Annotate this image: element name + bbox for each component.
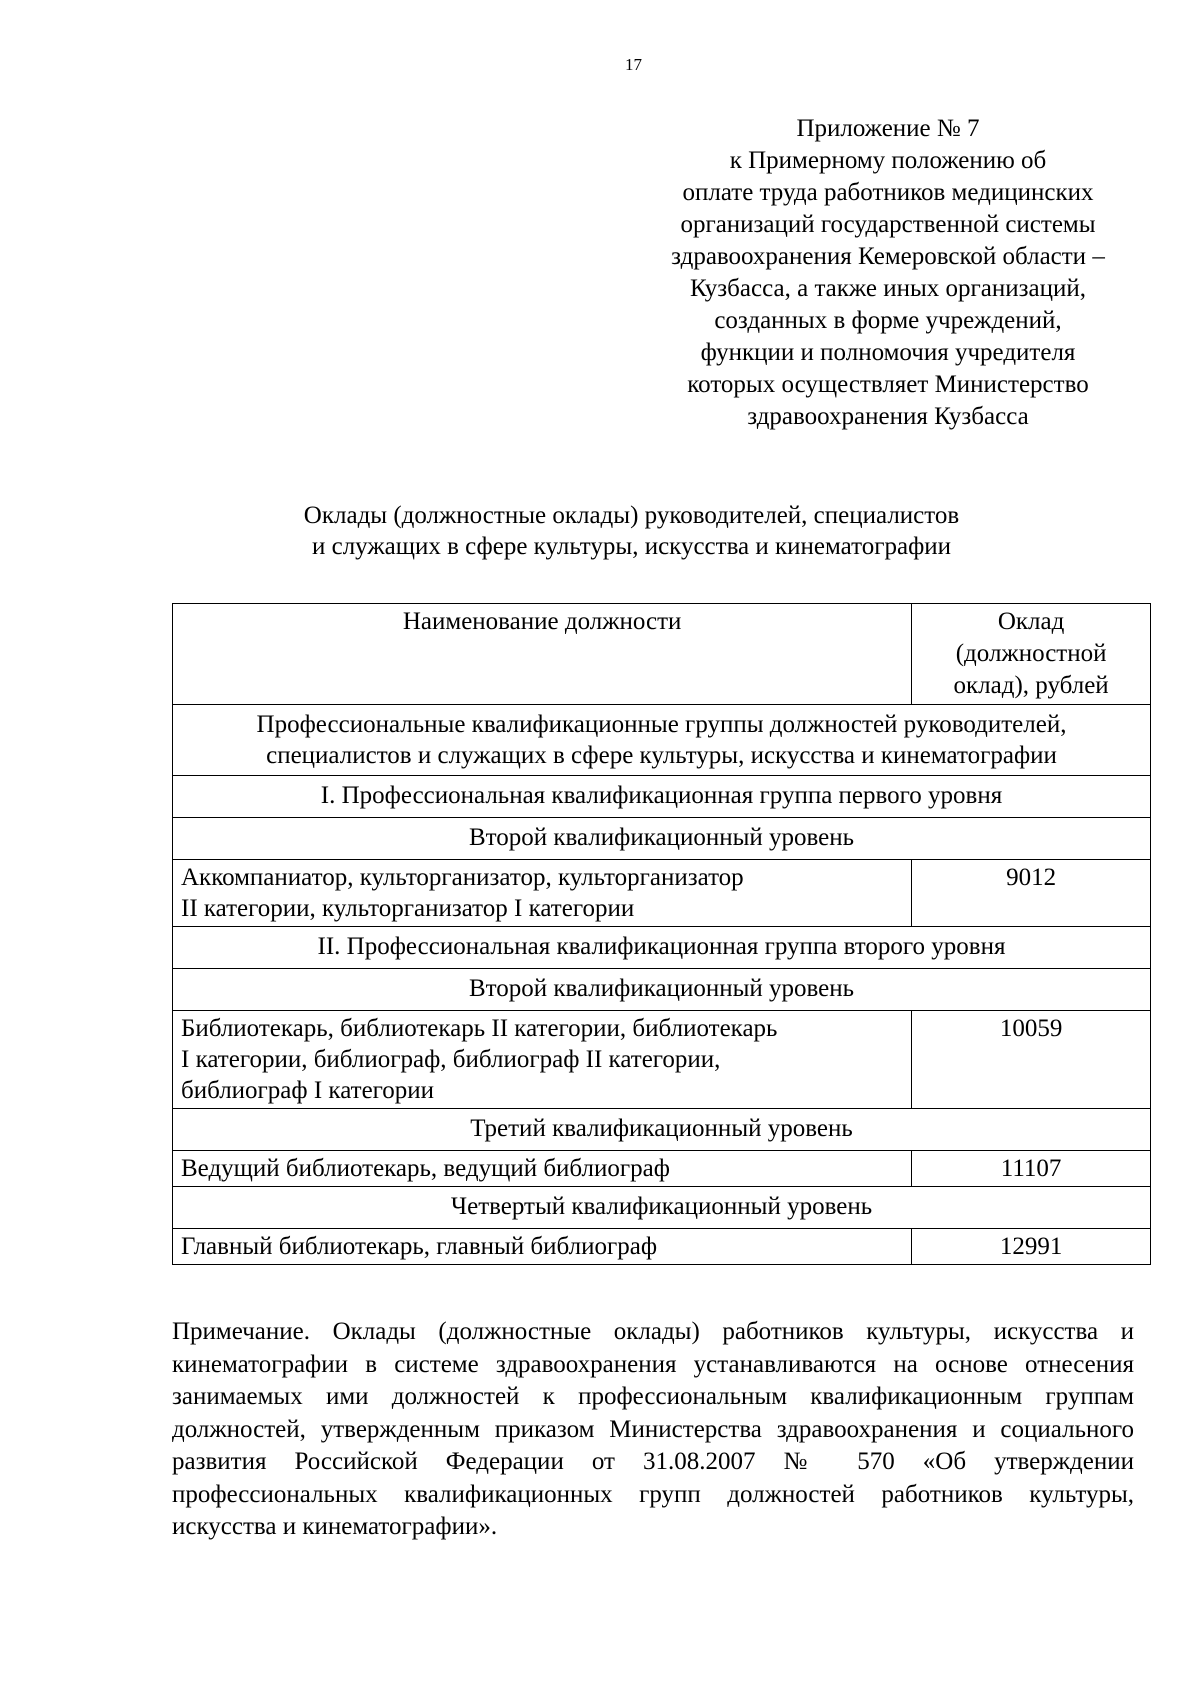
- pkg2-level2-row: [173, 969, 1151, 1011]
- table-row: [173, 1151, 1151, 1187]
- pkg2-title: II. Профессиональная квалификационная группа второго уровня: [173, 927, 1151, 969]
- title-line-1: Оклады (должностные оклады) руководителей, специалистов: [303, 502, 960, 529]
- position-salary: 12991: [912, 1229, 1151, 1265]
- groups-title: [173, 705, 1151, 776]
- pkg2-title-row: [173, 927, 1151, 969]
- document-title: [160, 500, 1103, 562]
- appendix-line: Приложение № 7: [796, 115, 980, 142]
- position-name: Ведущий библиотекарь, ведущий библиограф: [173, 1151, 912, 1187]
- pkg2-level-2: Второй квалификационный уровень: [173, 969, 1151, 1011]
- position-name-line: Аккомпаниатор, культорганизатор, культорганизатор: [181, 864, 744, 891]
- groups-title-line: специалистов и служащих в сфере культуры, искусства и кинематографии: [266, 742, 1057, 769]
- pkg1-level-2: Второй квалификационный уровень: [173, 818, 1151, 860]
- position-name-line: I категории, библиограф, библиограф II категории,: [181, 1046, 721, 1073]
- pkg2-level-3: Третий квалификационный уровень: [173, 1109, 1151, 1151]
- appendix-line: функции и полномочия учредителя: [700, 339, 1076, 366]
- appendix-line: созданных в форме учреждений,: [714, 307, 1062, 334]
- appendix-line: к Примерному положению об: [729, 147, 1047, 174]
- position-name: [173, 860, 912, 927]
- position-name-line: Библиотекарь, библиотекарь II категории, библиотекарь: [181, 1015, 778, 1042]
- position-name-line: II категории, культорганизатор I категории: [181, 895, 635, 922]
- groups-title-row: [173, 705, 1151, 776]
- appendix-line: здравоохранения Кузбасса: [747, 403, 1029, 430]
- appendix-line: организаций государственной системы: [680, 211, 1096, 238]
- pkg1-title: I. Профессиональная квалификационная группа первого уровня: [173, 776, 1151, 818]
- pkg2-level4-row: [173, 1187, 1151, 1229]
- salary-table: [172, 603, 1151, 1265]
- table-row: [173, 860, 1151, 927]
- header-position-name: Наименование должности: [173, 604, 912, 705]
- header-salary-line: (должностной: [955, 640, 1107, 667]
- position-name-line: библиограф I категории: [181, 1077, 435, 1104]
- header-salary-line: Оклад: [997, 608, 1065, 635]
- pkg2-level-4: Четвертый квалификационный уровень: [173, 1187, 1151, 1229]
- position-name: [173, 1011, 912, 1109]
- table-row: [173, 1011, 1151, 1109]
- page-number: 17: [625, 55, 642, 74]
- header-salary: [912, 604, 1151, 705]
- table-row: [173, 1229, 1151, 1265]
- groups-title-line: Профессиональные квалификационные группы должностей руководителей,: [256, 711, 1067, 738]
- footnote: Примечание. Оклады (должностные оклады) работников культуры, искусства и кинематографии в системе здравоохранения устанавливаются на основе отнесения занимаемых ими должностей к профессиональным квалификационным группам должностей, утвержденным приказом Министерства здравоохранения и социального развития Российской Федерации от 31.08.2007 № 570 «Об утверждении профессиональных квалификационных групп должностей работников культуры, искусства и кинематографии».: [172, 1318, 1134, 1540]
- title-line-2: и служащих в сфере культуры, искусства и кинематографии: [311, 533, 952, 560]
- appendix-line: здравоохранения Кемеровской области –: [671, 243, 1105, 270]
- pkg1-level-row: [173, 818, 1151, 860]
- position-salary: 10059: [912, 1011, 1151, 1109]
- position-name: Главный библиотекарь, главный библиограф: [173, 1229, 912, 1265]
- appendix-line: которых осуществляет Министерство: [687, 371, 1089, 398]
- position-salary: 11107: [912, 1151, 1151, 1187]
- appendix-line: Кузбасса, а также иных организаций,: [690, 275, 1086, 302]
- header-salary-line: оклад), рублей: [953, 672, 1109, 699]
- table-header-row: [173, 604, 1151, 705]
- pkg2-level3-row: [173, 1109, 1151, 1151]
- position-salary: 9012: [912, 860, 1151, 927]
- appendix-header: [618, 113, 1158, 433]
- pkg1-title-row: [173, 776, 1151, 818]
- appendix-line: оплате труда работников медицинских: [682, 179, 1094, 206]
